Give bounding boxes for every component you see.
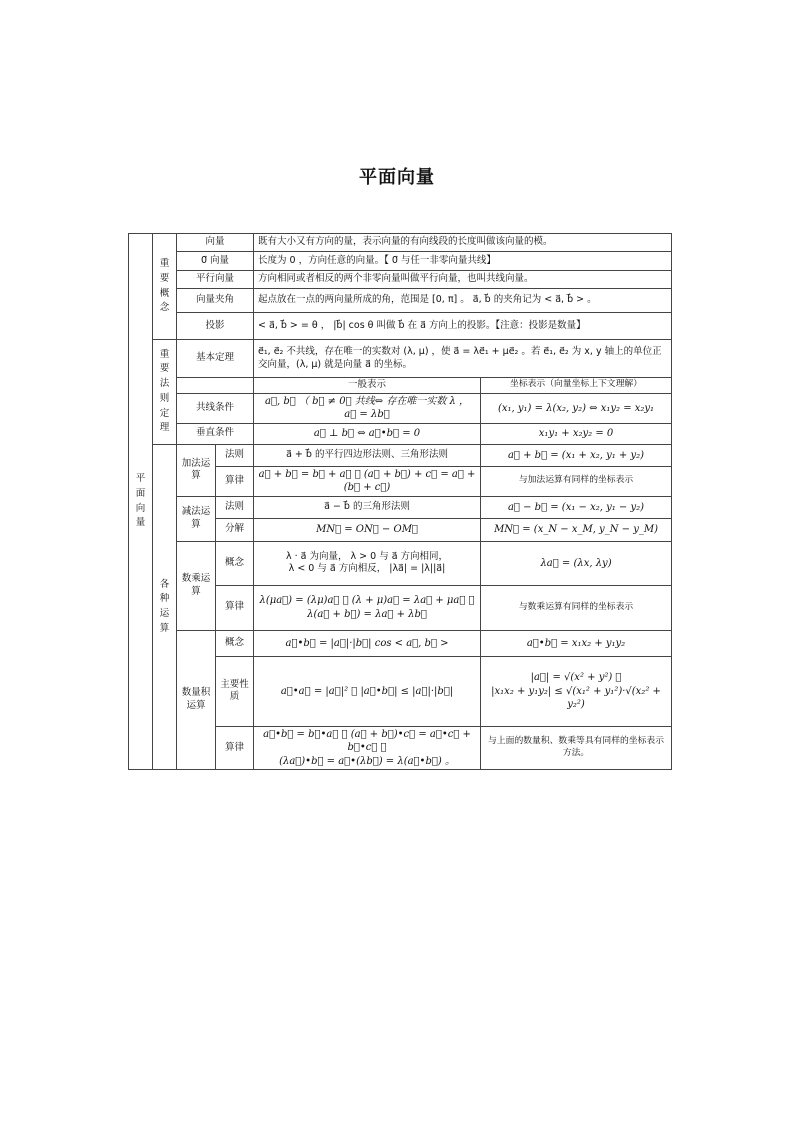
op-general: a⃗•a⃗ = |a⃗|² ， |a⃗•b⃗| ≤ |a⃗|·|b⃗| bbox=[254, 656, 481, 726]
header-blank bbox=[177, 378, 254, 394]
concept-content: 既有大小又有方向的量，表示向量的有向线段的长度叫做该向量的模。 bbox=[254, 234, 672, 252]
op-coord: a⃗ + b⃗ = (x₁ + x₂, y₁ + y₂) bbox=[481, 444, 672, 466]
op-coord: 与加法运算有同样的坐标表示 bbox=[481, 466, 672, 496]
op-label-add: 加法运算 bbox=[177, 444, 216, 496]
concept-content: 方向相同或者相反的两个非零向量叫做平行向量，也叫共线向量。 bbox=[254, 271, 672, 289]
perpendicular-row bbox=[129, 423, 672, 444]
op-coord: 与数乘运算有同样的坐标表示 bbox=[481, 585, 672, 630]
relation-label: 共线条件 bbox=[177, 393, 254, 423]
sub-label: 概念 bbox=[216, 541, 254, 585]
op-general: a⃗ + b⃗ = b⃗ + a⃗ ， (a⃗ + b⃗) + c⃗ = a⃗ + (b⃗ + c⃗) bbox=[254, 466, 481, 496]
op-general-multiline bbox=[254, 585, 481, 630]
op-coord-multiline bbox=[481, 656, 672, 726]
relation-label: 垂直条件 bbox=[177, 423, 254, 444]
concept-content: 长度为 0 ，方向任意的向量。【 0⃗ 与任一非零向量共线】 bbox=[254, 252, 672, 271]
op-general-line: λ · a⃗ 为向量， λ > 0 与 a⃗ 方向相同， bbox=[285, 550, 449, 562]
op-coord-line: |x₁x₂ + y₁y₂| ≤ √(x₁² + y₁²)·√(x₂² + y₂²) bbox=[491, 685, 661, 711]
op-general: MN⃗ = ON⃗ − OM⃗ bbox=[254, 518, 481, 541]
op-coord: MN⃗ = (x_N − x_M, y_N − y_M) bbox=[481, 518, 672, 541]
relation-general: a⃗, b⃗ （ b⃗ ≠ 0⃗ 共线⇔ 存在唯一实数 λ ， a⃗ = λb⃗ bbox=[254, 393, 481, 423]
op-general: a⃗ + b⃗ 的平行四边形法则、三角形法则 bbox=[254, 444, 481, 466]
vector-summary-table bbox=[128, 233, 672, 770]
sub-rule-row bbox=[129, 496, 672, 518]
sub-label: 分解 bbox=[216, 518, 254, 541]
concept-label: 投影 bbox=[177, 313, 254, 340]
sub-label: 概念 bbox=[216, 630, 254, 656]
op-coord-line: |a⃗| = √(x² + y²) ， bbox=[530, 672, 622, 684]
sub-label: 算律 bbox=[216, 726, 254, 770]
concept-content: < a⃗, b⃗ > = θ ， |b⃗| cos θ 叫做 b⃗ 在 a⃗ 方向上的投影。【注意：投影是数量】 bbox=[254, 313, 672, 340]
collinear-row bbox=[129, 393, 672, 423]
op-general-line: (λa⃗)•b⃗ = a⃗•(λb⃗) = λ(a⃗•b⃗) 。 bbox=[279, 755, 455, 767]
op-coord: a⃗ − b⃗ = (x₁ − x₂, y₁ − y₂) bbox=[481, 496, 672, 518]
concept-row-zero-vector bbox=[129, 252, 672, 271]
dot-concept-row bbox=[129, 630, 672, 656]
header-general: 一般表示 bbox=[254, 378, 481, 394]
op-coord: a⃗•b⃗ = x₁x₂ + y₁y₂ bbox=[481, 630, 672, 656]
op-label-dot: 数量积运算 bbox=[177, 630, 216, 770]
concept-label: 向量 bbox=[177, 234, 254, 252]
sub-label: 主要性质 bbox=[216, 656, 254, 726]
op-general: a⃗ − b⃗ 的三角形法则 bbox=[254, 496, 481, 518]
op-coord: λa⃗ = (λx, λy) bbox=[481, 541, 672, 585]
op-coord: 与上面的数量积、数乘等具有同样的坐标表示方法。 bbox=[481, 726, 672, 770]
sub-label: 法则 bbox=[216, 444, 254, 466]
group-label-theorems: 重 要 法 则 定 理 bbox=[153, 340, 177, 445]
page-title: 平面向量 bbox=[359, 167, 435, 188]
group-label-concepts: 重 要 概 念 bbox=[153, 234, 177, 340]
relation-coord: (x₁, y₁) = λ(x₂, y₂) ⇔ x₁y₂ = x₂y₁ bbox=[481, 393, 672, 423]
theorem-row bbox=[129, 340, 672, 378]
sub-label: 算律 bbox=[216, 585, 254, 630]
add-rule-row bbox=[129, 444, 672, 466]
concept-label: 平行向量 bbox=[177, 271, 254, 289]
scalar-concept-row bbox=[129, 541, 672, 585]
concept-label: 0⃗ 向量 bbox=[177, 252, 254, 271]
op-general-multiline bbox=[254, 726, 481, 770]
sub-label: 算律 bbox=[216, 466, 254, 496]
op-general-line: a⃗•b⃗ = b⃗•a⃗ ， (a⃗ + b⃗)•c⃗ = a⃗•c⃗ + b⃗•c⃗ ， bbox=[263, 728, 471, 754]
column-header-row bbox=[129, 378, 672, 394]
concept-row-angle bbox=[129, 289, 672, 313]
op-label-scalar: 数乘运算 bbox=[177, 541, 216, 630]
concept-row-vector bbox=[129, 234, 672, 252]
relation-coord: x₁y₁ + x₂y₂ = 0 bbox=[481, 423, 672, 444]
op-general-line: λ(μa⃗) = (λμ)a⃗ ， (λ + μ)a⃗ = λa⃗ + μa⃗ ， bbox=[259, 595, 475, 607]
op-general-line: λ < 0 与 a⃗ 方向相反， |λa⃗| = |λ||a⃗| bbox=[288, 563, 446, 575]
group-label-operations: 各 种 运 算 bbox=[153, 444, 177, 770]
concept-row-projection bbox=[129, 313, 672, 340]
op-general-multiline bbox=[254, 541, 481, 585]
relation-general: a⃗ ⊥ b⃗ ⇔ a⃗•b⃗ = 0 bbox=[254, 423, 481, 444]
theorem-label: 基本定理 bbox=[177, 340, 254, 378]
outer-section-label: 平 面 向 量 bbox=[129, 234, 153, 770]
op-general-line: λ(a⃗ + b⃗) = λa⃗ + λb⃗ bbox=[307, 608, 427, 620]
concept-label: 向量夹角 bbox=[177, 289, 254, 313]
op-label-sub: 减法运算 bbox=[177, 496, 216, 541]
concept-row-parallel bbox=[129, 271, 672, 289]
header-coord: 坐标表示（向量坐标上下文理解） bbox=[481, 378, 672, 394]
sub-label: 法则 bbox=[216, 496, 254, 518]
concept-content: 起点放在一点的两向量所成的角，范围是 [0, π] 。 a⃗, b⃗ 的夹角记为 < a⃗, b⃗ > 。 bbox=[254, 289, 672, 313]
theorem-content: e⃗₁, e⃗₂ 不共线，存在唯一的实数对 (λ, μ) ，使 a⃗ = λe⃗₁ + μe⃗₂ 。若 e⃗₁, e⃗₂ 为 x, y 轴上的单位正交向量，(λ, μ) 就是向量 a⃗ 的坐标。 bbox=[254, 340, 672, 378]
op-general: a⃗•b⃗ = |a⃗|·|b⃗| cos < a⃗, b⃗ > bbox=[254, 630, 481, 656]
